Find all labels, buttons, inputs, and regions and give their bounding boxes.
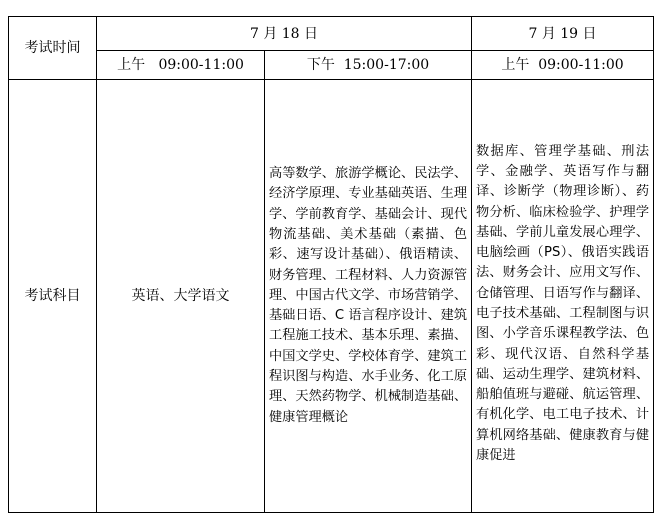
exam-time-label: 考试时间: [9, 17, 97, 80]
subjects-19-morning: 数据库、管理学基础、刑法学、金融学、英语写作与翻译、诊断学（物理诊断）、药物分析、临床检验学、护理学基础、学前儿童发展心理学、电脑绘画（PS）、俄语实践语法、财务会计、应用文写作、仓储管理、日语写作与翻译、电子技术基础、工程制图与识图、小学音乐课程教学法、色彩、现代汉语、自然科学基础、运动生理学、建筑材料、船舶值班与避碰、航运管理、有机化学、电工电子技术、计算机网络基础、健康教育与健康促进: [476, 143, 650, 464]
session-row: [9, 51, 654, 80]
exam-subjects-label: 考试科目: [9, 80, 97, 513]
exam-schedule-table: [8, 16, 654, 513]
date-july-18: 7 月 18 日: [97, 17, 472, 51]
session-18-afternoon: 下午 15:00-17:00: [265, 51, 472, 80]
subjects-19-morning-cell: [472, 80, 654, 513]
subjects-18-afternoon-cell: [265, 80, 472, 513]
subjects-18-morning: 英语、大学语文: [97, 80, 265, 513]
subjects-18-afternoon: 高等数学、旅游学概论、民法学、经济学原理、专业基础英语、生理学、学前教育学、基础会计、现代物流基础、美术基础（素描、色彩、速写设计基础）、俄语精读、财务管理、工程材料、人力资源管理、中国古代文学、市场营销学、基础日语、C 语言程序设计、建筑工程施工技术、基本乐理、素描、中国文学史、学校体育学、建筑工程识图与构造、水手业务、化工原理、天然药物学、机械制造基础、健康管理概论: [269, 166, 468, 425]
date-july-19: 7 月 19 日: [472, 17, 654, 51]
session-18-morning: 上午 09:00-11:00: [97, 51, 265, 80]
date-row: [9, 17, 654, 51]
subjects-row: [9, 80, 654, 513]
session-19-morning: 上午 09:00-11:00: [472, 51, 654, 80]
